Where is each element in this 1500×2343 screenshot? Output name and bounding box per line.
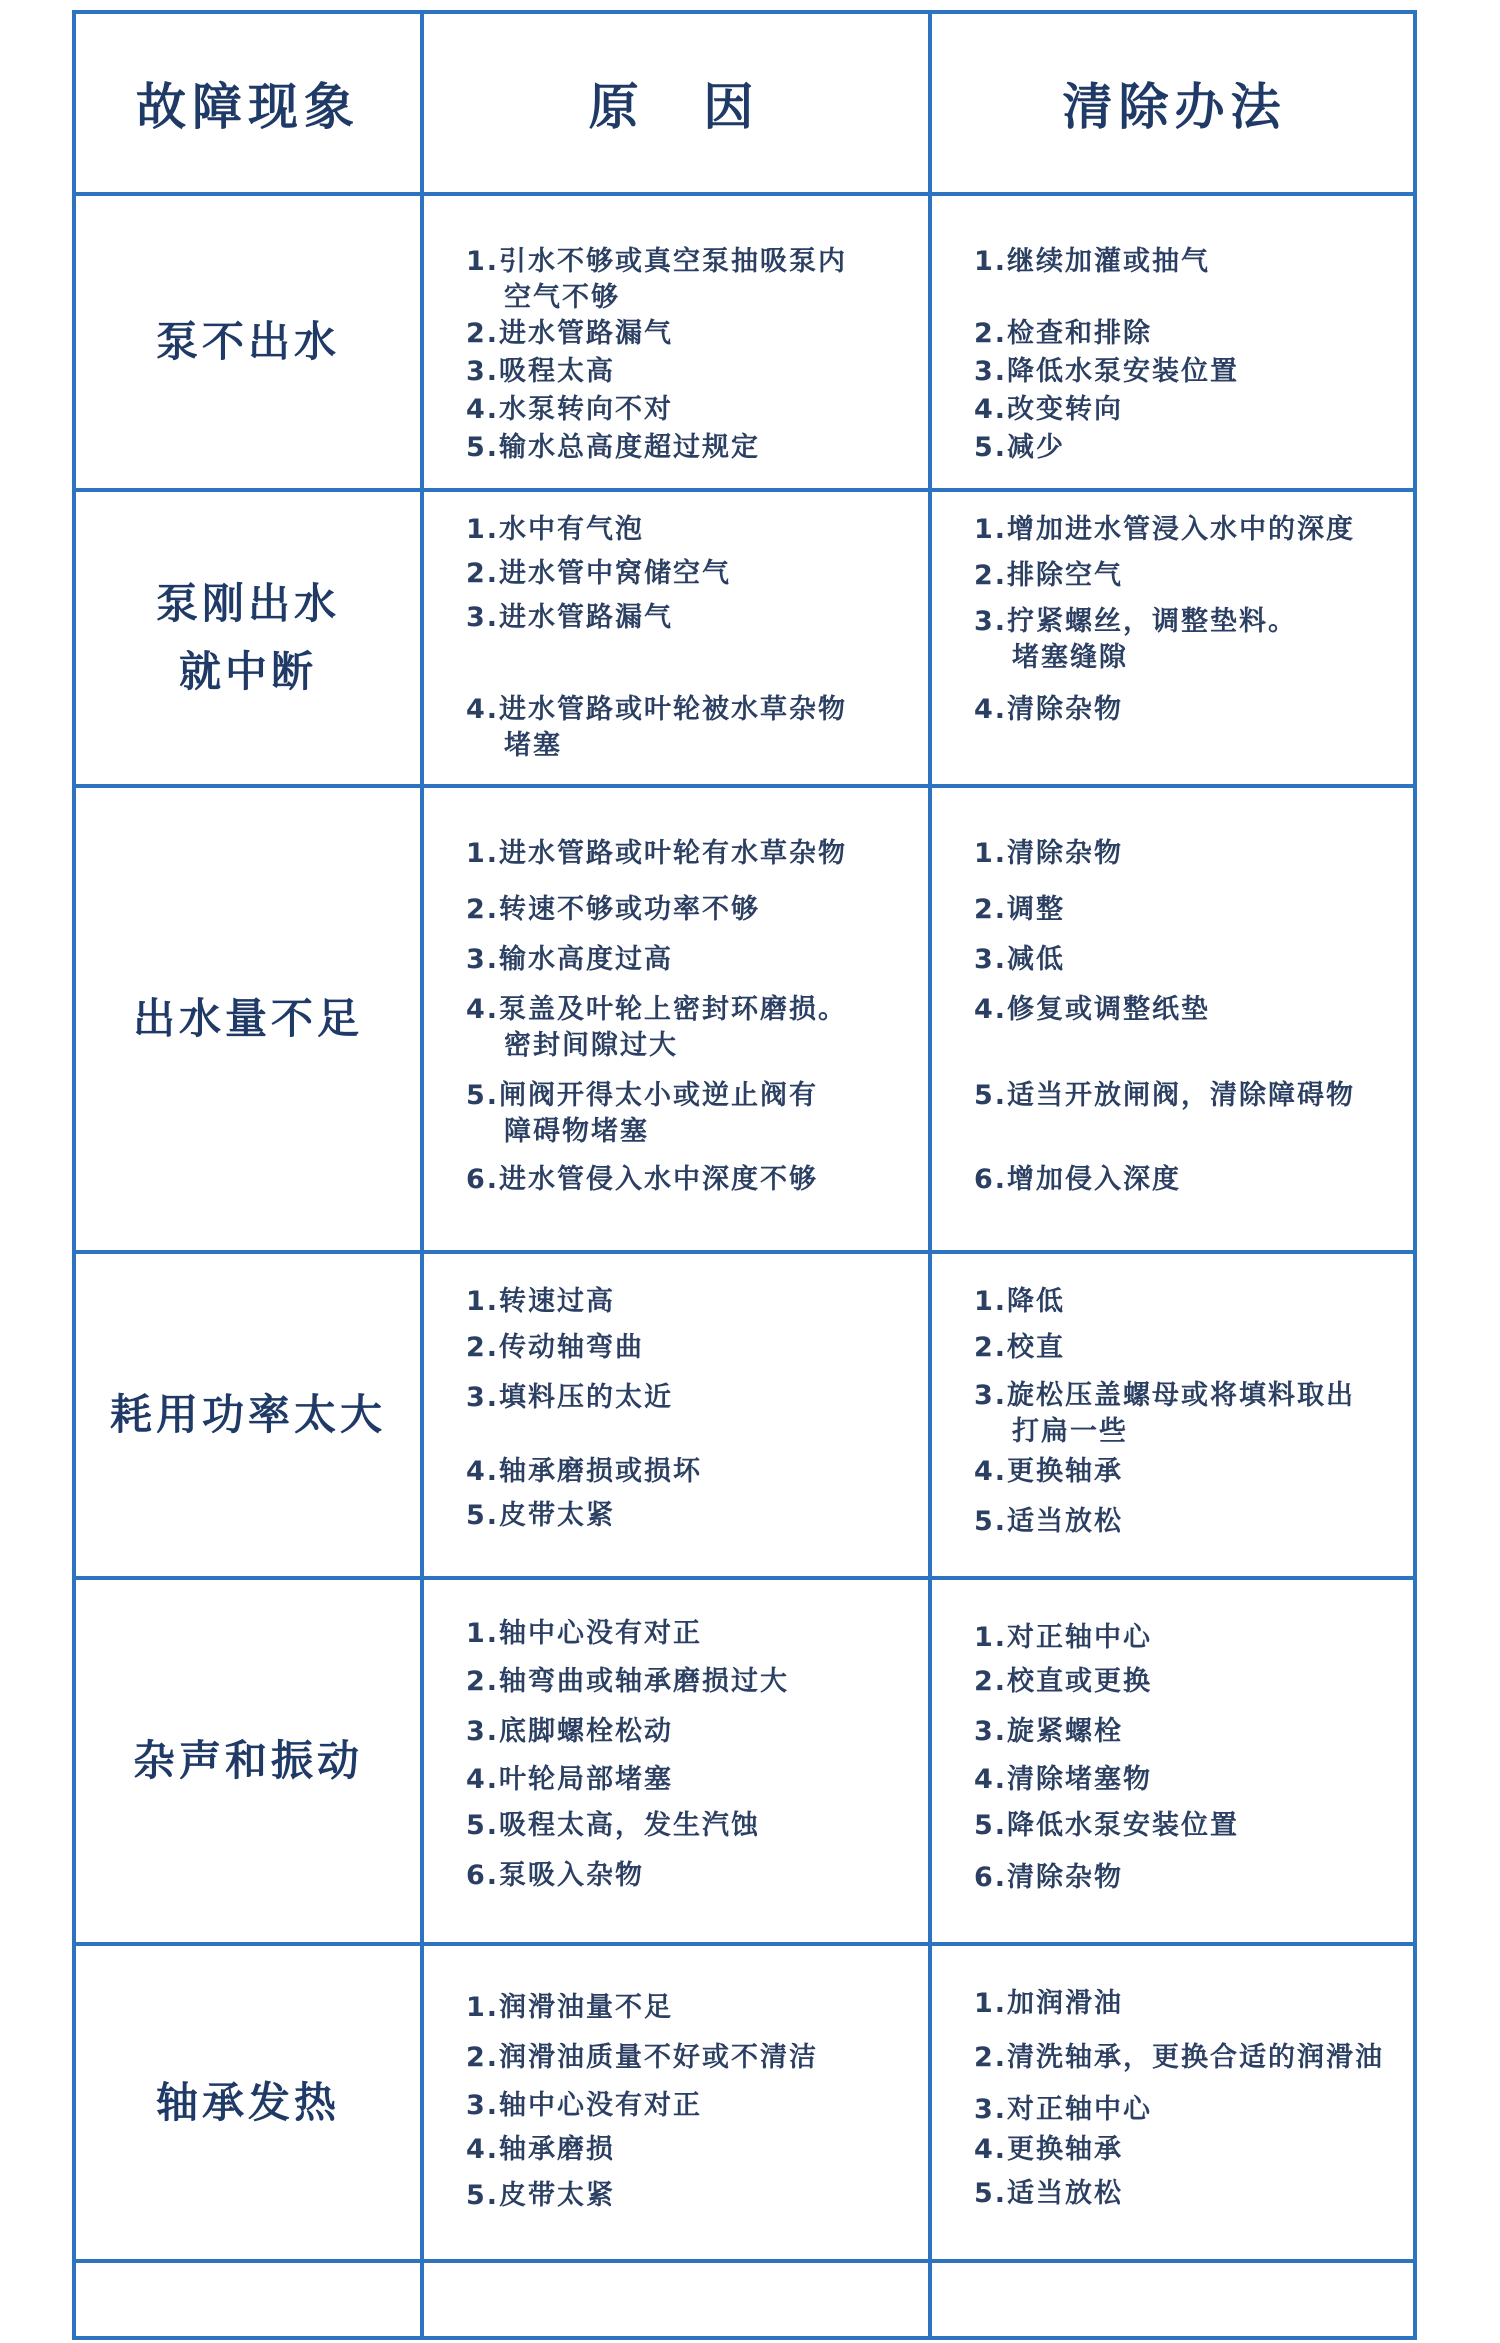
list-item	[466, 1714, 926, 1750]
header-cause: 原 因	[588, 78, 764, 136]
list-item-text: 6.进水管侵入水中深度不够	[466, 1164, 819, 1195]
remedy-list	[974, 196, 1414, 488]
column-divider	[928, 14, 932, 2336]
list-item-text: 1.润滑油量不足	[466, 1992, 674, 2023]
list-item	[466, 1664, 926, 1700]
symptom-line: 杂声和振动	[132, 1736, 363, 1785]
list-item-text: 1.轴中心没有对正	[466, 1618, 703, 1649]
list-item-text: 1.引水不够或真空泵抽吸泵内	[466, 246, 848, 277]
list-item	[974, 354, 1414, 390]
list-item	[974, 1330, 1414, 1366]
list-item-text: 4.清除堵塞物	[974, 1764, 1153, 1795]
remedy-list	[974, 492, 1414, 784]
list-item-text: 6.清除杂物	[974, 1862, 1124, 1893]
list-item-text: 4.更换轴承	[974, 2134, 1124, 2165]
symptom-text	[156, 2069, 340, 2137]
list-item	[466, 2178, 926, 2214]
list-item	[466, 836, 926, 872]
list-item	[974, 692, 1414, 728]
list-item-text: 3.吸程太高	[466, 356, 616, 387]
list-item	[974, 392, 1414, 428]
list-item-text: 5.减少	[974, 432, 1066, 463]
list-item	[466, 1616, 926, 1652]
list-item-text: 空气不够	[504, 282, 620, 313]
list-item	[974, 1162, 1414, 1198]
symptom-text	[156, 570, 340, 706]
list-item-text: 1.清除杂物	[974, 838, 1124, 869]
symptom-cell	[76, 788, 420, 1250]
list-item	[974, 992, 1414, 1028]
cause-list	[466, 1946, 926, 2259]
list-item	[974, 1284, 1414, 1320]
list-item-text: 2.清洗轴承，更换合适的润滑油	[974, 2042, 1385, 2073]
list-item	[974, 1620, 1414, 1656]
symptom-cell	[76, 1946, 420, 2259]
list-item-text: 2.转速不够或功率不够	[466, 894, 761, 925]
list-item	[974, 1762, 1414, 1798]
list-item-text: 2.进水管中窝储空气	[466, 558, 732, 589]
list-item-text: 密封间隙过大	[504, 1030, 678, 1061]
list-item	[974, 244, 1414, 280]
list-item-text: 5.皮带太紧	[466, 1500, 616, 1531]
list-item	[466, 2088, 926, 2124]
remedy-list	[974, 788, 1414, 1250]
troubleshooting-table	[72, 10, 1417, 2340]
list-item-text: 3.拧紧螺丝，调整垫料。	[974, 606, 1298, 637]
list-item	[466, 2040, 926, 2076]
symptom-line: 就中断	[178, 647, 317, 696]
list-item-text: 2.传动轴弯曲	[466, 1332, 645, 1363]
list-item-text: 1.增加进水管浸入水中的深度	[974, 514, 1356, 545]
cause-list	[466, 196, 926, 488]
symptom-text	[156, 308, 340, 376]
header-symptom: 故障现象	[136, 78, 360, 136]
list-item	[974, 1986, 1414, 2022]
symptom-text	[133, 985, 363, 1053]
list-item	[466, 430, 926, 466]
list-item	[974, 512, 1414, 548]
list-item	[974, 2092, 1414, 2128]
list-item	[466, 1284, 926, 1320]
list-item	[466, 1380, 926, 1416]
symptom-line: 轴承发热	[155, 2077, 340, 2127]
list-item-text: 1.转速过高	[466, 1286, 616, 1317]
list-item-text: 1.继续加灌或抽气	[974, 246, 1211, 277]
symptom-cell	[76, 196, 420, 488]
list-item-text: 6.泵吸入杂物	[466, 1860, 645, 1891]
list-item	[974, 316, 1414, 352]
list-item	[974, 892, 1414, 928]
list-item	[466, 244, 926, 316]
list-item-text: 4.更换轴承	[974, 1456, 1124, 1487]
list-item-text: 5.输水总高度超过规定	[466, 432, 761, 463]
list-item	[974, 1808, 1414, 1844]
list-item-text: 障碍物堵塞	[504, 1116, 649, 1147]
list-item-text: 2.润滑油质量不好或不清洁	[466, 2042, 819, 2073]
column-divider	[420, 14, 424, 2336]
list-item	[466, 1330, 926, 1366]
list-item-text: 5.适当放松	[974, 2178, 1124, 2209]
list-item	[974, 836, 1414, 872]
list-item	[974, 430, 1414, 466]
list-item-text: 5.降低水泵安装位置	[974, 1810, 1240, 1841]
list-item	[974, 1664, 1414, 1700]
list-item	[466, 1858, 926, 1894]
remedy-list	[974, 1254, 1414, 1576]
remedy-list	[974, 1580, 1414, 1942]
list-item-text: 4.轴承磨损或损坏	[466, 1456, 703, 1487]
symptom-cell	[76, 1254, 420, 1576]
list-item	[466, 892, 926, 928]
list-item-text: 4.修复或调整纸垫	[974, 994, 1211, 1025]
symptom-text	[110, 1381, 386, 1449]
list-item-text: 2.校直或更换	[974, 1666, 1153, 1697]
symptom-cell	[76, 1580, 420, 1942]
list-item-text: 3.降低水泵安装位置	[974, 356, 1240, 387]
list-item-text: 堵塞	[504, 730, 562, 761]
list-item-text: 1.进水管路或叶轮有水草杂物	[466, 838, 848, 869]
list-item	[466, 1990, 926, 2026]
cause-list	[466, 788, 926, 1250]
list-item	[974, 604, 1414, 676]
list-item	[466, 942, 926, 978]
list-item	[974, 942, 1414, 978]
list-item	[974, 2132, 1414, 2168]
list-item-text: 2.排除空气	[974, 560, 1124, 591]
list-item	[466, 354, 926, 390]
list-item	[466, 1162, 926, 1198]
header-remedy: 清除办法	[1062, 78, 1287, 136]
list-item-text: 4.叶轮局部堵塞	[466, 1764, 674, 1795]
remedy-list	[974, 1946, 1414, 2259]
list-item-text: 1.对正轴中心	[974, 1622, 1153, 1653]
list-item-text: 2.轴弯曲或轴承磨损过大	[466, 1666, 790, 1697]
list-item	[974, 558, 1414, 594]
list-item-text: 3.进水管路漏气	[466, 602, 674, 633]
list-item-text: 堵塞缝隙	[1012, 642, 1128, 673]
list-item-text: 6.增加侵入深度	[974, 1164, 1182, 1195]
list-item	[466, 692, 926, 764]
list-item-text: 4.改变转向	[974, 394, 1124, 425]
list-item	[466, 316, 926, 352]
list-item	[466, 2132, 926, 2168]
list-item-text: 3.底脚螺栓松动	[466, 1716, 674, 1747]
list-item-text: 2.检查和排除	[974, 318, 1153, 349]
list-item-text: 5.吸程太高，发生汽蚀	[466, 1810, 761, 1841]
list-item-text: 2.调整	[974, 894, 1066, 925]
list-item	[974, 1860, 1414, 1896]
list-item	[466, 392, 926, 428]
list-item	[466, 1498, 926, 1534]
empty-row	[76, 2263, 1417, 2343]
list-item	[974, 1504, 1414, 1540]
list-item	[466, 1078, 926, 1150]
list-item-text: 3.对正轴中心	[974, 2094, 1153, 2125]
list-item	[466, 1762, 926, 1798]
symptom-line: 泵刚出水	[155, 579, 340, 628]
list-item	[974, 1714, 1414, 1750]
list-item-text: 1.降低	[974, 1286, 1066, 1317]
symptom-line: 泵不出水	[155, 317, 340, 366]
list-item-text: 4.轴承磨损	[466, 2134, 616, 2165]
symptom-cell	[76, 492, 420, 784]
list-item	[466, 512, 926, 548]
list-item-text: 3.输水高度过高	[466, 944, 674, 975]
list-item-text: 3.旋松压盖螺母或将填料取出	[974, 1380, 1356, 1411]
list-item-text: 2.校直	[974, 1332, 1066, 1363]
list-item	[974, 1454, 1414, 1490]
symptom-line: 耗用功率太大	[109, 1390, 386, 1439]
list-item-text: 3.轴中心没有对正	[466, 2090, 703, 2121]
list-item-text: 4.进水管路或叶轮被水草杂物	[466, 694, 848, 725]
cause-list	[466, 1254, 926, 1576]
list-item-text: 2.进水管路漏气	[466, 318, 674, 349]
list-item-text: 3.旋紧螺栓	[974, 1716, 1124, 1747]
list-item	[466, 1454, 926, 1490]
list-item	[974, 2176, 1414, 2212]
list-item	[466, 600, 926, 636]
list-item	[466, 992, 926, 1064]
cause-list	[466, 492, 926, 784]
list-item	[466, 556, 926, 592]
list-item	[974, 1378, 1414, 1450]
symptom-text	[133, 1727, 363, 1795]
list-item-text: 5.适当放松	[974, 1506, 1124, 1537]
list-item-text: 1.水中有气泡	[466, 514, 645, 545]
list-item-text: 5.闸阀开得太小或逆止阀有	[466, 1080, 819, 1111]
list-item-text: 5.适当开放闸阀，清除障碍物	[974, 1080, 1356, 1111]
list-item-text: 4.清除杂物	[974, 694, 1124, 725]
list-item-text: 打扁一些	[1012, 1416, 1128, 1447]
list-item-text: 3.填料压的太近	[466, 1382, 674, 1413]
list-item-text: 5.皮带太紧	[466, 2180, 616, 2211]
symptom-line: 出水量不足	[132, 994, 363, 1043]
list-item-text: 3.减低	[974, 944, 1066, 975]
list-item-text: 1.加润滑油	[974, 1988, 1124, 2019]
list-item	[974, 2040, 1414, 2076]
cause-list	[466, 1580, 926, 1942]
list-item-text: 4.泵盖及叶轮上密封环磨损。	[466, 994, 848, 1025]
list-item	[974, 1078, 1414, 1114]
list-item	[466, 1808, 926, 1844]
list-item-text: 4.水泵转向不对	[466, 394, 674, 425]
